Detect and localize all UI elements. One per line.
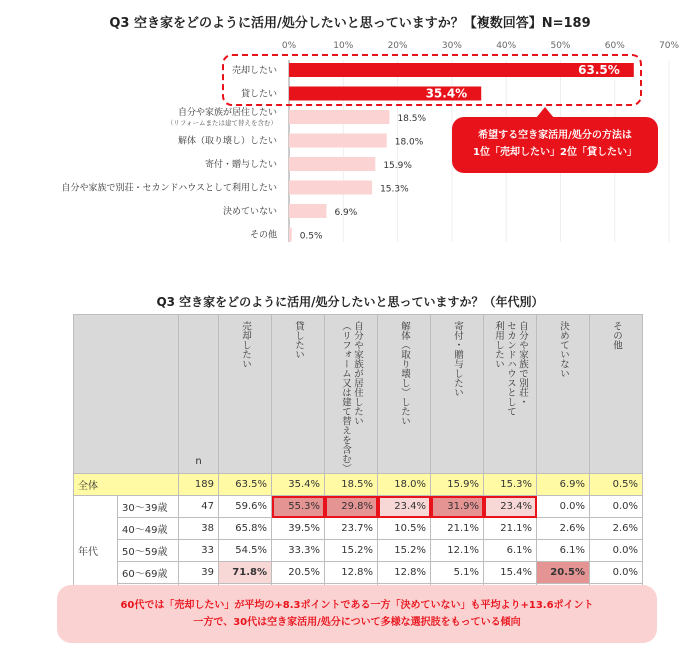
row-label: 40～49歳: [118, 518, 179, 540]
table-cell-highlight: 55.3%: [272, 496, 325, 518]
callout-line-2: 1位「売却したい」2位「貸したい」: [473, 147, 637, 158]
header-col: [219, 315, 272, 474]
x-tick-label: 40%: [496, 41, 517, 51]
x-tick-label: 20%: [387, 41, 408, 51]
header-col: [590, 315, 643, 474]
data-label: 0.5%: [299, 231, 323, 242]
row-label: 全体: [74, 474, 179, 496]
table-cell: 15.4%: [484, 562, 537, 584]
table-cell-highlight: 23.4%: [378, 496, 431, 518]
callout-line-1: 希望する空き家活用/処分の方法は: [478, 130, 632, 141]
bar: [289, 228, 292, 242]
age-breakdown-table: [73, 314, 643, 606]
table-cell-highlight: 71.8%: [219, 562, 272, 584]
data-label: 18.5%: [397, 114, 427, 124]
row-label: 60～69歳: [118, 562, 179, 584]
table-row: [74, 562, 643, 584]
table-cell: 15.2%: [378, 540, 431, 562]
header-col: [378, 315, 431, 474]
category-sublabel: （リフォームまたは建て替えを含む）: [166, 119, 277, 127]
table-cell: 0.0%: [590, 496, 643, 518]
bar: [289, 204, 326, 218]
header-label: 貸したい: [293, 321, 304, 359]
top2-highlight-frame: [222, 54, 642, 106]
table-cell: 6.1%: [537, 540, 590, 562]
table-title: Q3 空き家をどのように活用/処分したいと思っていますか？（年代別）: [156, 295, 544, 309]
header-label: その他: [611, 321, 622, 350]
table-cell: 15.2%: [325, 540, 378, 562]
table-cell: 59.6%: [219, 496, 272, 518]
table-cell: 23.7%: [325, 518, 378, 540]
chart-title: Q3 空き家をどのように活用/処分したいと思っていますか？【複数回答】N=189: [109, 16, 591, 31]
table-row: [74, 496, 643, 518]
cell-n: 47: [179, 496, 219, 518]
bar: [289, 181, 372, 195]
table-cell: 0.0%: [537, 496, 590, 518]
cell-n: 39: [179, 562, 219, 584]
table-cell: 5.1%: [431, 562, 484, 584]
cell-n: 189: [179, 474, 219, 496]
table-cell: 12.8%: [378, 562, 431, 584]
table-cell-highlight: 23.4%: [484, 496, 537, 518]
bar: [289, 110, 389, 124]
data-label: 6.9%: [334, 208, 358, 218]
x-tick-label: 60%: [604, 41, 625, 51]
table-cell: 6.9%: [537, 474, 590, 496]
x-tick-label: 0%: [281, 41, 297, 51]
table-cell-highlight: 20.5%: [537, 562, 590, 584]
summary-line-2: 一方で、30代は空き家活用/処分について多様な選択肢をもっている傾向: [193, 617, 521, 628]
group-label: 年代: [74, 496, 118, 606]
cell-n: 38: [179, 518, 219, 540]
bar: [289, 134, 387, 148]
data-label: 63.5%: [578, 63, 620, 77]
table-cell: 15.9%: [431, 474, 484, 496]
table-cell: 33.3%: [272, 540, 325, 562]
table-cell: 39.5%: [272, 518, 325, 540]
category-label: 自分や家族が居住したい: [177, 108, 277, 118]
header-n: n: [179, 315, 219, 474]
header-col: [537, 315, 590, 474]
header-label: 決めていない: [558, 321, 569, 378]
header-label: 自分や家族で別荘・ セカンドハウスとして 利用したい: [493, 321, 528, 416]
header-label: 解体（取り壊し）したい: [399, 321, 410, 426]
table-cell: 63.5%: [219, 474, 272, 496]
table-row-total: [74, 474, 643, 496]
header-col: [431, 315, 484, 474]
category-label: 決めていない: [222, 207, 277, 217]
cell-n: 33: [179, 540, 219, 562]
table-row: [74, 540, 643, 562]
category-label: 自分や家族で別荘・セカンドハウスとして利用したい: [61, 183, 277, 194]
data-label: 35.4%: [425, 86, 468, 101]
table-cell: 2.6%: [537, 518, 590, 540]
table-cell-highlight: 31.9%: [431, 496, 484, 518]
table-cell: 35.4%: [272, 474, 325, 496]
table-cell: 2.6%: [590, 518, 643, 540]
header-label: 売却したい: [240, 321, 251, 369]
header-label: 自分や家族が居住したい （リフォーム又は建て替えを含む）: [340, 321, 363, 473]
data-label: 15.3%: [380, 184, 409, 195]
table-cell: 15.3%: [484, 474, 537, 496]
category-label: その他: [249, 230, 277, 241]
table-row: [74, 518, 643, 540]
category-label: 売却したい: [231, 66, 277, 76]
header-col: [484, 315, 537, 474]
callout-box: [452, 117, 658, 173]
x-tick-label: 70%: [659, 41, 680, 51]
table-cell: 54.5%: [219, 540, 272, 562]
data-label: 18.0%: [394, 137, 424, 148]
table-cell: 12.8%: [325, 562, 378, 584]
table-cell: 21.1%: [431, 518, 484, 540]
bar: [289, 157, 375, 171]
header-label: 寄付・贈与したい: [452, 321, 463, 397]
table-cell: 20.5%: [272, 562, 325, 584]
table-cell: 21.1%: [484, 518, 537, 540]
table-cell: 0.0%: [590, 540, 643, 562]
row-label: 50～59歳: [118, 540, 179, 562]
summary-box: [57, 585, 657, 643]
table-cell: 10.5%: [378, 518, 431, 540]
x-tick-label: 50%: [550, 41, 571, 51]
header-col: [325, 315, 378, 474]
table-cell: 6.1%: [484, 540, 537, 562]
summary-line-1: 60代では「売却したい」が平均の+8.3ポイントである一方「決めていない」も平均より+13.6ポイント: [120, 600, 594, 611]
table-cell-highlight: 29.8%: [325, 496, 378, 518]
table-cell: 65.8%: [219, 518, 272, 540]
header-corner: [74, 315, 179, 474]
table-cell: 18.5%: [325, 474, 378, 496]
table-cell: 18.0%: [378, 474, 431, 496]
category-label: 寄付・贈与したい: [204, 160, 277, 170]
table-cell: 0.5%: [590, 474, 643, 496]
x-tick-label: 10%: [333, 41, 354, 51]
x-tick-label: 30%: [441, 41, 462, 51]
table-cell: 0.0%: [590, 562, 643, 584]
category-label: 解体（取り壊し）したい: [177, 136, 277, 147]
table-header-row: [74, 315, 643, 474]
header-col: [272, 315, 325, 474]
category-label: 貸したい: [240, 89, 277, 100]
table-cell: 12.1%: [431, 540, 484, 562]
row-label: 30～39歳: [118, 496, 179, 518]
data-label: 15.9%: [383, 161, 412, 171]
